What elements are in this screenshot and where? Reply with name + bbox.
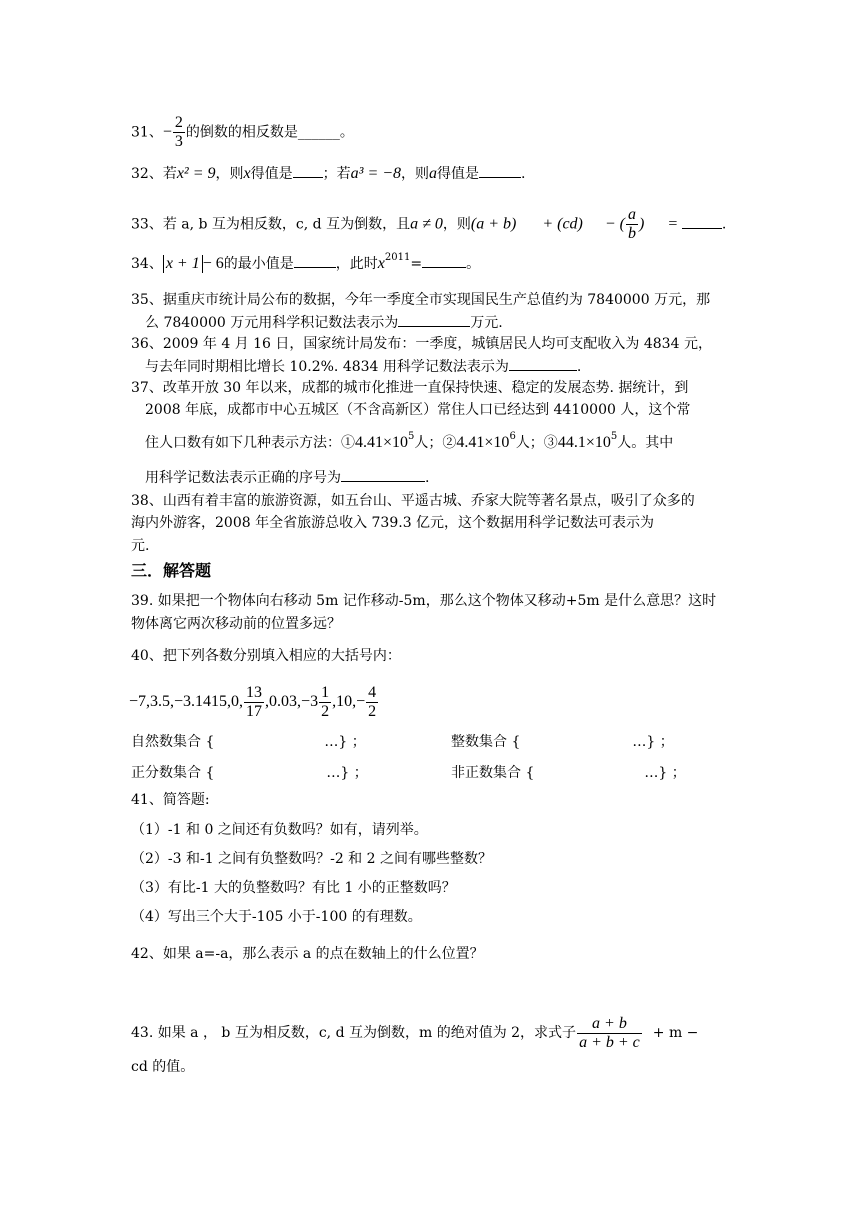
question-37-line4 (145, 467, 429, 488)
question-36-line1: 36、2009 年 4 月 16 日，国家统计局发布：一季度，城镇居民人均可支配收入为 4834 元， (131, 336, 712, 352)
question-41-sub2: （2）-3 和-1 之间有负整数吗？-2 和 2 之间有哪些整数？ (131, 851, 492, 867)
q31-minus: − (162, 123, 172, 141)
set2-end: …} ； (632, 734, 674, 750)
q32-t4: ，则 (401, 166, 430, 182)
question-37-line3 (145, 433, 673, 453)
question-42: 42、如果 a=-a，那么表示 a 的点在数轴上的什么位置？ (131, 946, 484, 962)
question-38-line2: 海内外游客，2008 年全省旅游总收入 739.3 亿元，这个数据用科学记数法可表示为 (131, 515, 655, 531)
positive-fraction-set (131, 762, 368, 782)
q33-text1: 33、若 a, b 互为相反数，c, d 互为倒数，且 (131, 216, 411, 233)
q35-line2b: 万元. (470, 315, 503, 331)
q32-t1: ，则 (215, 166, 244, 182)
q31-fraction (173, 114, 185, 151)
question-41-title: 41、简答题: (131, 792, 210, 808)
q40-frac3-den: 2 (368, 702, 377, 720)
q33-expr3: − ( (604, 215, 625, 233)
set1-end: …} ； (324, 734, 366, 750)
q32-t2: 得值是 (250, 166, 293, 182)
q33-condition: a ≠ 0 (410, 215, 443, 233)
question-35-line2 (145, 312, 503, 333)
question-38-line1: 38、山西有着丰富的旅游资源，如五台山、平遥古城、乔家大院等著名景点，吸引了众多的 (131, 493, 695, 509)
q31-number: 31、 (131, 124, 163, 141)
q40-nums-a: −7,3.5,−3.1415,0, (129, 693, 244, 710)
question-32 (131, 163, 525, 184)
q40-frac1 (244, 684, 264, 721)
q33-fraction (626, 206, 638, 243)
question-31 (131, 114, 354, 151)
q34-expr: − 6 (202, 255, 224, 272)
q40-frac3 (366, 684, 378, 721)
q33-frac-num: a (628, 206, 636, 223)
q33-expr4: ) (639, 215, 645, 233)
question-41-sub4: （4）写出三个大于-105 小于-100 的有理数。 (131, 909, 422, 925)
q33-end: . (721, 216, 727, 233)
question-34 (131, 253, 480, 274)
q31-frac-num: 2 (174, 114, 183, 131)
q33-expr1: (a + b) (470, 215, 517, 233)
set3-end: …} ； (326, 765, 368, 781)
q31-text: 的倒数的相反数是______。 (185, 124, 354, 141)
q34-t3: = (410, 256, 423, 272)
q35-line2a: 么 7840000 万元用科学积记数法表示为 (145, 315, 399, 331)
q34-number: 34、 (131, 256, 163, 272)
q40-frac1-num: 13 (246, 683, 263, 701)
q34-blank1[interactable] (294, 253, 336, 268)
q34-t2: ，此时 (335, 256, 378, 272)
question-36-line2 (145, 356, 581, 377)
q40-frac3-num: 4 (368, 683, 377, 701)
q32-expr2: a³ = −8 (350, 165, 402, 182)
q37-option1-exp: 5 (408, 431, 415, 442)
question-39-line2: 物体离它两次移动前的位置多远？ (131, 616, 341, 632)
q34-blank2[interactable] (422, 253, 466, 268)
q31-frac-den: 3 (174, 133, 183, 150)
question-38-line3: 元. (131, 538, 150, 554)
question-41-sub1: （1）-1 和 0 之间还有负数吗？如有，请列举。 (131, 822, 428, 838)
q43-t1: 43. 如果 a ， b 互为相反数，c, d 互为倒数，m 的绝对值为 2，求式子 (131, 1025, 577, 1041)
q34-end: 。 (466, 256, 481, 272)
question-37-line2: 2008 年底，成都市中心五城区（不含高新区）常住人口已经达到 4410000 人，这个常 (145, 402, 691, 418)
question-40-numbers (129, 682, 379, 722)
q35-blank[interactable] (398, 312, 470, 327)
q40-frac1-den: 17 (246, 702, 263, 720)
q32-t5: 得值是 (437, 166, 480, 182)
q37-blank[interactable] (341, 467, 425, 482)
section-heading: 三．解答题 (131, 561, 212, 580)
question-33 (131, 206, 726, 243)
q37-option2: 4.41×10 (456, 434, 510, 451)
question-39-line1: 39. 如果把一个物体向右移动 5m 记作移动-5m，那么这个物体又移动+5m 是什么意思？这时 (131, 593, 717, 609)
q37-option3-exp: 5 (610, 431, 618, 442)
q34-t1: 的最小值是 (223, 256, 294, 272)
q40-frac2-num: 1 (321, 683, 330, 701)
question-43-line1 (131, 1013, 698, 1053)
q37-line3c: 人；③ (515, 435, 558, 451)
q32-blank1[interactable] (293, 163, 323, 178)
natural-number-set (131, 731, 366, 751)
q34-exponent: 2011 (384, 252, 411, 263)
q37-line3a: 住人口数有如下几种表示方法：① (145, 435, 355, 451)
q33-expr2: + (cd) (542, 215, 583, 233)
set4-end: …} ； (644, 765, 686, 781)
q37-option2-exp: 6 (509, 431, 516, 442)
q33-frac-den: b (628, 225, 636, 242)
q33-blank[interactable] (682, 214, 722, 229)
question-40-line1: 40、把下列各数分别填入相应的大括号内： (131, 648, 401, 664)
question-35-line1: 35、据重庆市统计局公布的数据，今年一季度全市实现国民生产总值约为 7840000 万元，那 (131, 292, 711, 308)
set1-label: 自然数集合 { (131, 734, 215, 750)
question-37-line1: 37、改革开放 30 年以来，成都的城市化推进一直保持快速、稳定的发展态势. 据统计，到 (131, 380, 689, 396)
integer-set (451, 731, 674, 751)
q40-nums-b: ,0.03,−3 (265, 693, 319, 710)
q32-t3: ；若 (322, 166, 351, 182)
q32-expr1: x² = 9 (176, 165, 216, 182)
q43-frac-num: a + b (592, 1014, 627, 1032)
q37-line3b: 人；② (414, 435, 457, 451)
q32-var-a: a (429, 165, 438, 182)
non-positive-set (451, 762, 686, 782)
q43-t2: + m − (652, 1025, 699, 1041)
q40-nums-c: ,10,− (332, 693, 366, 710)
set4-label: 非正数集合 { (451, 765, 535, 781)
q34-abs-value: x + 1 (163, 255, 203, 273)
q43-fraction (577, 1015, 642, 1052)
q37-line4a: 用科学记数法表示正确的序号为 (145, 470, 341, 486)
question-41-sub3: （3）有比-1 大的负整数吗？有比 1 小的正整数吗？ (131, 880, 456, 896)
q43-frac-den: a + b + c (579, 1033, 640, 1051)
q32-var-x: x (243, 165, 251, 182)
q32-blank2[interactable] (479, 163, 521, 178)
set3-label: 正分数集合 { (131, 765, 215, 781)
q32-number: 32、若 (131, 166, 177, 182)
q34-var-x: x (377, 255, 385, 272)
q36-line2b: . (576, 359, 582, 375)
q36-line2a: 与去年同时期相比增长 10.2%. 4834 用科学记数法表示为 (145, 359, 509, 375)
q37-line3d: 人。其中 (617, 435, 674, 451)
q33-equals: = (668, 215, 678, 233)
q40-frac2-den: 2 (321, 702, 330, 720)
q37-option3: 44.1×10 (557, 434, 611, 451)
q32-end: . (521, 166, 526, 182)
set2-label: 整数集合 { (451, 734, 521, 750)
q33-t2: ，则 (442, 216, 471, 233)
q37-line4b: . (425, 470, 430, 486)
question-43-line2: cd 的值。 (131, 1059, 195, 1075)
q40-frac2 (319, 684, 331, 721)
q36-blank[interactable] (509, 356, 577, 371)
q37-option1: 4.41×10 (355, 434, 409, 451)
